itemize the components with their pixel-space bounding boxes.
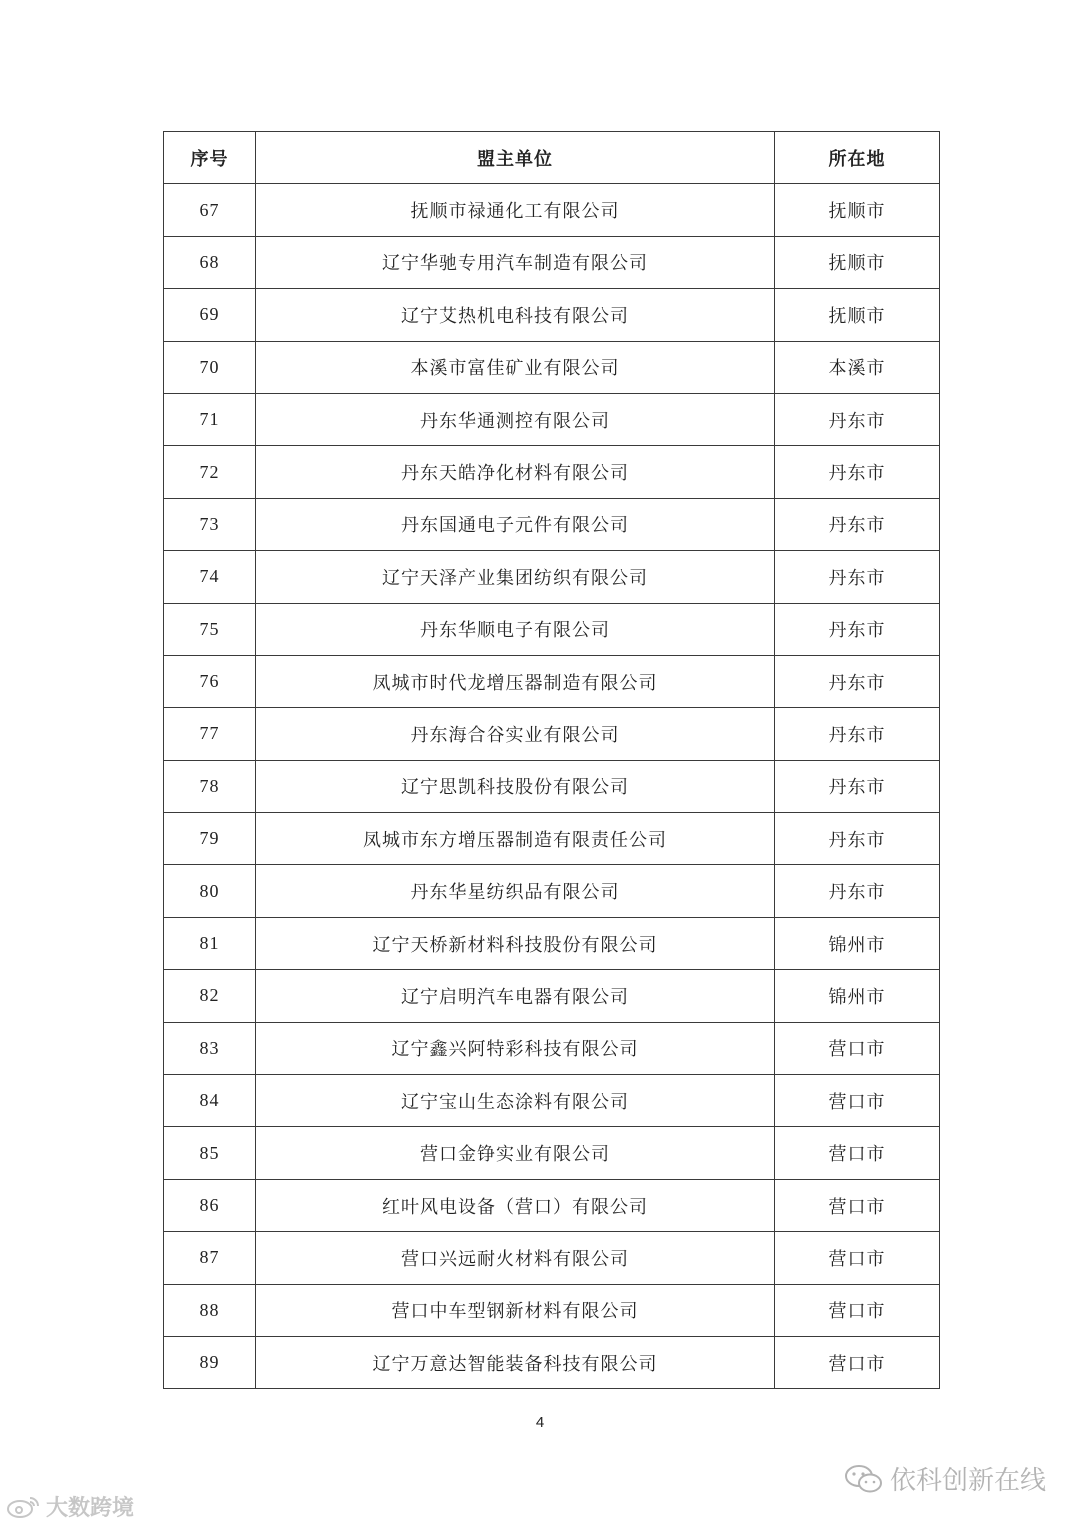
row-company: 辽宁启明汽车电器有限公司 xyxy=(256,970,775,1022)
watermark-right xyxy=(844,1460,1046,1497)
row-index: 89 xyxy=(164,1336,256,1388)
row-location: 丹东市 xyxy=(775,865,940,917)
table-row xyxy=(164,1179,940,1231)
row-location: 丹东市 xyxy=(775,813,940,865)
table-row xyxy=(164,708,940,760)
row-index: 87 xyxy=(164,1232,256,1284)
row-index: 77 xyxy=(164,708,256,760)
row-location: 营口市 xyxy=(775,1336,940,1388)
row-location: 丹东市 xyxy=(775,655,940,707)
row-company: 抚顺市禄通化工有限公司 xyxy=(256,184,775,236)
row-company: 丹东华通测控有限公司 xyxy=(256,393,775,445)
row-company: 凤城市东方增压器制造有限责任公司 xyxy=(256,813,775,865)
row-company: 营口金铮实业有限公司 xyxy=(256,1127,775,1179)
table-row xyxy=(164,393,940,445)
watermark-right-text: 依科创新在线 xyxy=(889,1466,1046,1496)
row-location: 营口市 xyxy=(775,1075,940,1127)
row-location: 营口市 xyxy=(775,1232,940,1284)
table-row xyxy=(164,1022,940,1074)
row-company: 辽宁天泽产业集团纺织有限公司 xyxy=(256,551,775,603)
row-index: 76 xyxy=(164,655,256,707)
row-location: 营口市 xyxy=(775,1022,940,1074)
watermark-left-text: 大数跨境 xyxy=(46,1496,135,1521)
table-row xyxy=(164,498,940,550)
row-location: 丹东市 xyxy=(775,393,940,445)
wechat-icon xyxy=(844,1464,884,1494)
table-row xyxy=(164,184,940,236)
row-company: 丹东海合谷实业有限公司 xyxy=(256,708,775,760)
row-index: 67 xyxy=(164,184,256,236)
table-row xyxy=(164,1336,940,1388)
table-row xyxy=(164,760,940,812)
row-index: 86 xyxy=(164,1179,256,1231)
table-row xyxy=(164,1127,940,1179)
row-location: 营口市 xyxy=(775,1179,940,1231)
row-index: 83 xyxy=(164,1022,256,1074)
row-company: 营口中车型钢新材料有限公司 xyxy=(256,1284,775,1336)
row-company: 丹东华顺电子有限公司 xyxy=(256,603,775,655)
row-index: 69 xyxy=(164,289,256,341)
row-company: 辽宁万意达智能装备科技有限公司 xyxy=(256,1336,775,1388)
watermark-left xyxy=(6,1491,134,1522)
row-location: 丹东市 xyxy=(775,603,940,655)
row-company: 辽宁思凯科技股份有限公司 xyxy=(256,760,775,812)
row-index: 70 xyxy=(164,341,256,393)
row-location: 丹东市 xyxy=(775,708,940,760)
row-location: 营口市 xyxy=(775,1127,940,1179)
row-location: 抚顺市 xyxy=(775,184,940,236)
row-company: 丹东天皓净化材料有限公司 xyxy=(256,446,775,498)
row-location: 丹东市 xyxy=(775,760,940,812)
row-company: 凤城市时代龙增压器制造有限公司 xyxy=(256,655,775,707)
table-row xyxy=(164,1075,940,1127)
row-index: 88 xyxy=(164,1284,256,1336)
row-index: 75 xyxy=(164,603,256,655)
table-row xyxy=(164,289,940,341)
row-location: 锦州市 xyxy=(775,970,940,1022)
table-row xyxy=(164,813,940,865)
row-company: 丹东华星纺织品有限公司 xyxy=(256,865,775,917)
row-index: 85 xyxy=(164,1127,256,1179)
table-row xyxy=(164,917,940,969)
row-index: 73 xyxy=(164,498,256,550)
table-row xyxy=(164,236,940,288)
table-row xyxy=(164,865,940,917)
row-company: 营口兴远耐火材料有限公司 xyxy=(256,1232,775,1284)
row-company: 辽宁鑫兴阿特彩科技有限公司 xyxy=(256,1022,775,1074)
row-index: 74 xyxy=(164,551,256,603)
weibo-icon xyxy=(6,1494,42,1520)
row-company: 辽宁华驰专用汽车制造有限公司 xyxy=(256,236,775,288)
row-company: 辽宁艾热机电科技有限公司 xyxy=(256,289,775,341)
row-company: 丹东国通电子元件有限公司 xyxy=(256,498,775,550)
row-index: 79 xyxy=(164,813,256,865)
header-index: 序号 xyxy=(164,132,256,184)
table-row xyxy=(164,970,940,1022)
table-row xyxy=(164,1284,940,1336)
row-company: 红叶风电设备（营口）有限公司 xyxy=(256,1179,775,1231)
row-location: 丹东市 xyxy=(775,446,940,498)
company-table xyxy=(163,131,940,1389)
row-company: 辽宁宝山生态涂料有限公司 xyxy=(256,1075,775,1127)
row-index: 72 xyxy=(164,446,256,498)
row-company: 本溪市富佳矿业有限公司 xyxy=(256,341,775,393)
table-header-row xyxy=(164,132,940,184)
row-location: 锦州市 xyxy=(775,917,940,969)
header-location: 所在地 xyxy=(775,132,940,184)
row-index: 81 xyxy=(164,917,256,969)
page-number: 4 xyxy=(535,1414,545,1431)
row-index: 71 xyxy=(164,393,256,445)
table-row xyxy=(164,1232,940,1284)
table-row xyxy=(164,551,940,603)
row-index: 78 xyxy=(164,760,256,812)
row-index: 80 xyxy=(164,865,256,917)
row-location: 丹东市 xyxy=(775,551,940,603)
table-row xyxy=(164,603,940,655)
row-location: 抚顺市 xyxy=(775,236,940,288)
row-location: 丹东市 xyxy=(775,498,940,550)
row-company: 辽宁天桥新材料科技股份有限公司 xyxy=(256,917,775,969)
header-company: 盟主单位 xyxy=(256,132,775,184)
table-row xyxy=(164,341,940,393)
table-row xyxy=(164,446,940,498)
table-row xyxy=(164,655,940,707)
row-location: 抚顺市 xyxy=(775,289,940,341)
row-location: 营口市 xyxy=(775,1284,940,1336)
row-index: 68 xyxy=(164,236,256,288)
row-location: 本溪市 xyxy=(775,341,940,393)
row-index: 82 xyxy=(164,970,256,1022)
row-index: 84 xyxy=(164,1075,256,1127)
